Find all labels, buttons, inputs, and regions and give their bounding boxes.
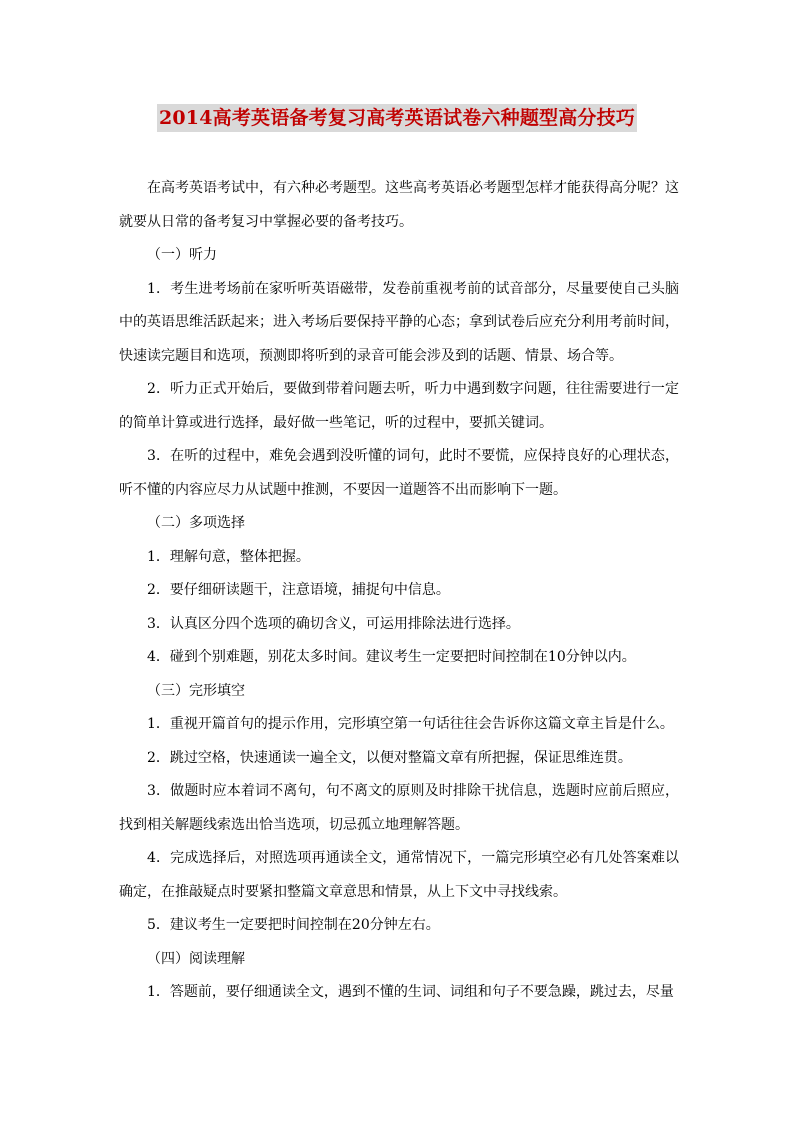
- list-item: 1．重视开篇首句的提示作用，完形填空第一句话往往会告诉你这篇文章主旨是什么。: [147, 716, 674, 732]
- document-body: [119, 172, 679, 1010]
- list-item: 4．完成选择后，对照选项再通读全文，通常情况下，一篇完形填空必有几处答案难以确定，在推敲疑点时要紧扣整篇文章意思和情景，从上下文中寻找线索。: [119, 850, 679, 900]
- list-item: 2．跳过空格，快速通读一遍全文，以便对整篇文章有所把握，保证思维连贯。: [147, 749, 632, 766]
- list-item: 5．建议考生一定要把时间控制在20分钟左右。: [147, 917, 440, 933]
- section-heading-multiple-choice: （二）多项选择: [147, 515, 245, 531]
- intro-paragraph: 在高考英语考试中，有六种必考题型。这些高考英语必考题型怎样才能获得高分呢？这就要从日常的备考复习中掌握必要的备考技巧。: [119, 180, 679, 230]
- section-heading-reading: （四）阅读理解: [147, 950, 245, 967]
- list-item: 1．理解句意，整体把握。: [147, 548, 310, 565]
- list-item: 1．答题前，要仔细通读全文，遇到不懂的生词、词组和句子不要急躁，跳过去，尽量: [147, 984, 674, 1000]
- document-title: 2014高考英语备考复习高考英语试卷六种题型高分技巧: [157, 104, 637, 132]
- list-item: 4．碰到个别难题，别花太多时间。建议考生一定要把时间控制在10分钟以内。: [147, 649, 636, 665]
- list-item: 1．考生进考场前在家听听英语磁带，发卷前重视考前的试音部分，尽量要使自己头脑中的英语思维活跃起来；进入考场后要保持平静的心态；拿到试卷后应充分利用考前时间，快速读完题目和选项，预测即将听到的录音可能会涉及到的话题、情景、场合等。: [119, 280, 679, 364]
- list-item: 2．要仔细研读题干，注意语境，捕捉句中信息。: [147, 582, 450, 598]
- list-item: 3．做题时应本着词不离句，句不离文的原则及时排除干扰信息，选题时应前后照应，找到相关解题线索选出恰当选项，切忌孤立地理解答题。: [119, 783, 679, 833]
- section-heading-listening: （一）听力: [147, 247, 217, 263]
- section-heading-cloze: （三）完形填空: [147, 682, 245, 699]
- title-wrap: [0, 104, 794, 132]
- list-item: 3．认真区分四个选项的确切含义，可运用排除法进行选择。: [147, 615, 520, 632]
- list-item: 3．在听的过程中，难免会遇到没听懂的词句，此时不要慌，应保持良好的心理状态，听不懂的内容应尽力从试题中推测，不要因一道题答不出而影响下一题。: [119, 448, 679, 498]
- list-item: 2．听力正式开始后，要做到带着问题去听，听力中遇到数字问题，往往需要进行一定的简单计算或进行选择，最好做一些笔记，听的过程中，要抓关键词。: [119, 381, 679, 431]
